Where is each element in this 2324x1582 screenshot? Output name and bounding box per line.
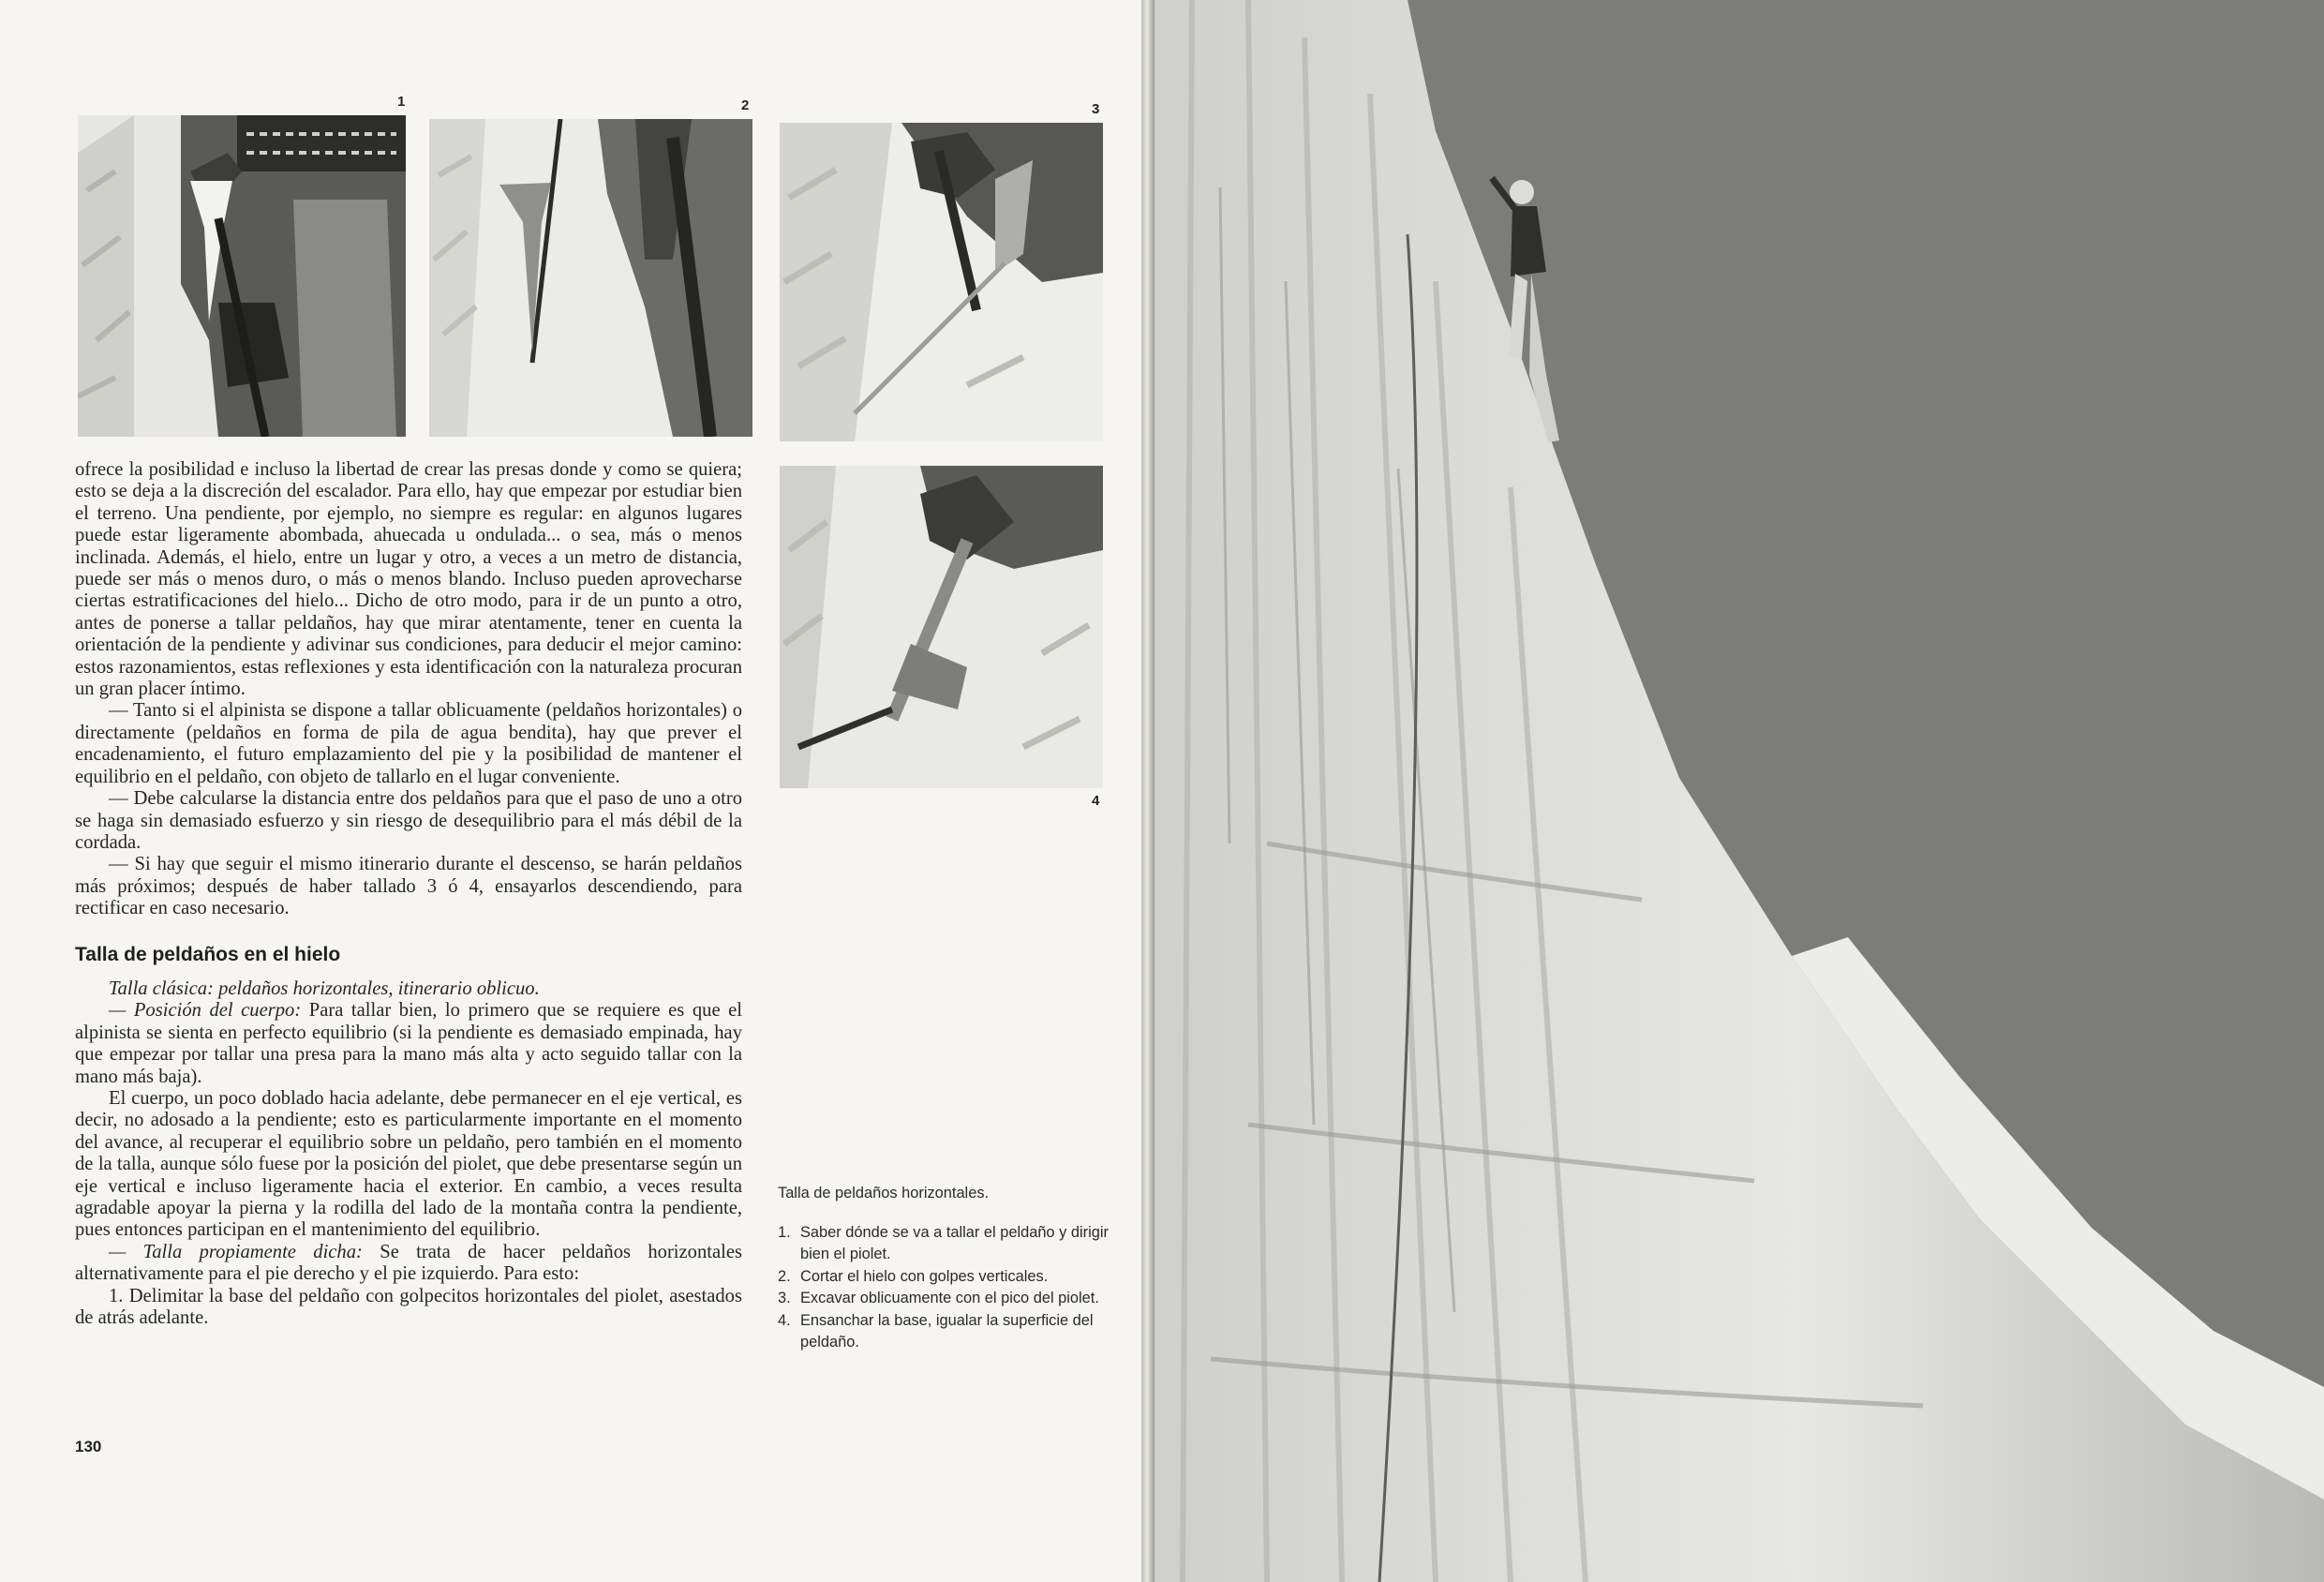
body-paragraph (75, 1000, 742, 1088)
body-paragraph: — Debe calcularse la distancia entre dos peldaños para que el paso de uno a otro se haga sin demasiado esfuerzo y sin riesgo de desequilibrio para el más débil de la cordada. (75, 788, 742, 853)
page-number: 130 (75, 1438, 102, 1455)
caption-list (778, 1222, 1115, 1354)
caption-item-number: 3. (778, 1290, 791, 1306)
step-1: 1. Delimitar la base del peldaño con golpecitos horizontales del piolet, asestados de atrás adelante. (75, 1285, 742, 1329)
figure-3-photo (780, 123, 1103, 441)
caption-item-number: 2. (778, 1267, 791, 1285)
caption-title: Talla de peldaños horizontales. (778, 1185, 990, 1201)
subheading-text: Talla clásica: peldaños horizontales, itinerario oblicuo. (109, 978, 540, 999)
right-page (1155, 0, 2324, 1582)
figure-caption (778, 1183, 1115, 1354)
book-gutter (1141, 0, 1155, 1582)
caption-item (778, 1266, 1115, 1289)
subheading (75, 978, 742, 1000)
caption-item-text: Saber dónde se va a tallar el peldaño y dirigir bien el piolet. (800, 1223, 1109, 1262)
figure-4-number: 4 (1092, 793, 1100, 809)
caption-item (778, 1310, 1115, 1354)
caption-item (778, 1288, 1115, 1310)
body-position-text: Para tallar bien, lo primero que se requiere es que el alpinista se sienta en perfecto equilibrio (si la pendiente es demasiado empinada, hay que empezar por tallar una presa para la mano más alta y acto seguido tallar con la mano más baja). (75, 1000, 742, 1087)
body-paragraph: ofrece la posibilidad e incluso la libertad de crear las presas donde y como se quiera; esto se deja a la discreción del escalador. Para ello, hay que empezar por estudiar bien el terreno. Una pendiente, por ejemplo, no siempre es regular: en algunos lugares puede estar ligeramente abombada, ahuecada u ondulada... o sea, más o menos inclinada. Además, el hielo, entre un lugar y otro, a veces a un metro de distancia, puede ser más o menos duro, o más o menos blando. Incluso pueden aprovecharse ciertas estratificaciones del hielo... Dicho de otro modo, para ir de un punto a otro, antes de ponerse a tallar peldaños, hay que mirar atentamente, tener en cuenta la orientación de la pendiente y adivinar sus condiciones, para deducir el mejor camino: estos razonamientos, estas reflexiones y esta identificación con la naturaleza procuran un gran placer íntimo. (75, 459, 742, 700)
body-text (75, 459, 742, 1329)
figure-3-number: 3 (1092, 101, 1100, 117)
talla-text: Se trata de hacer peldaños horizontales alternativamente para el pie derecho y el pie izquierdo. Para esto: (75, 1241, 742, 1285)
figure-2-photo (429, 119, 752, 437)
figure-1-photo (78, 115, 406, 437)
figure-1-number: 1 (397, 94, 406, 110)
body-paragraph: — Tanto si el alpinista se dispone a tallar oblicuamente (peldaños horizontales) o directamente (peldaños en forma de pila de agua bendita), hay que prever el encadenamiento, el futuro emplazamiento del pie y la posibilidad de mantener el equilibrio en el peldaño, con objeto de tallarlo en el lugar conveniente. (75, 700, 742, 787)
figure-2-number: 2 (741, 97, 750, 113)
body-paragraph: — Si hay que seguir el mismo itinerario durante el descenso, se harán peldaños más próximos; después de haber tallado 3 ó 4, ensayarlos descendiendo, para rectificar en caso necesario. (75, 854, 742, 919)
caption-item-text: Ensanchar la base, igualar la superficie del peldaño. (800, 1311, 1094, 1351)
body-position-label: — Posición del cuerpo: (109, 1000, 302, 1022)
caption-item-text: Excavar oblicuamente con el pico del piolet. (800, 1290, 1099, 1306)
caption-item-number: 1. (778, 1223, 791, 1241)
left-page (0, 0, 1141, 1582)
body-paragraph: El cuerpo, un poco doblado hacia adelante, debe permanecer en el eje vertical, es decir, no adosado a la pendiente; esto es particularmente importante en el momento del avance, al recuperar el equilibrio sobre un peldaño, pero también en el momento de la talla, aunque sólo fuese por la posición del piolet, que debe presentarse según un eje vertical e incluso ligeramente hacia el exterior. En cambio, a veces resulta agradable apoyar la pierna y la rodilla del lado de la montaña contra la pendiente, pues entonces participan en el mantenimiento del equilibrio. (75, 1087, 742, 1241)
caption-item (778, 1222, 1115, 1266)
section-heading: Talla de peldaños en el hielo (75, 943, 341, 965)
caption-item-number: 4. (778, 1311, 791, 1329)
talla-label: — Talla propiamente dicha: (109, 1241, 363, 1262)
body-paragraph (75, 1242, 742, 1286)
caption-item-text: Cortar el hielo con golpes verticales. (800, 1267, 1049, 1285)
ice-ridge-photo (1155, 0, 2324, 1582)
figure-4-photo (780, 466, 1103, 788)
